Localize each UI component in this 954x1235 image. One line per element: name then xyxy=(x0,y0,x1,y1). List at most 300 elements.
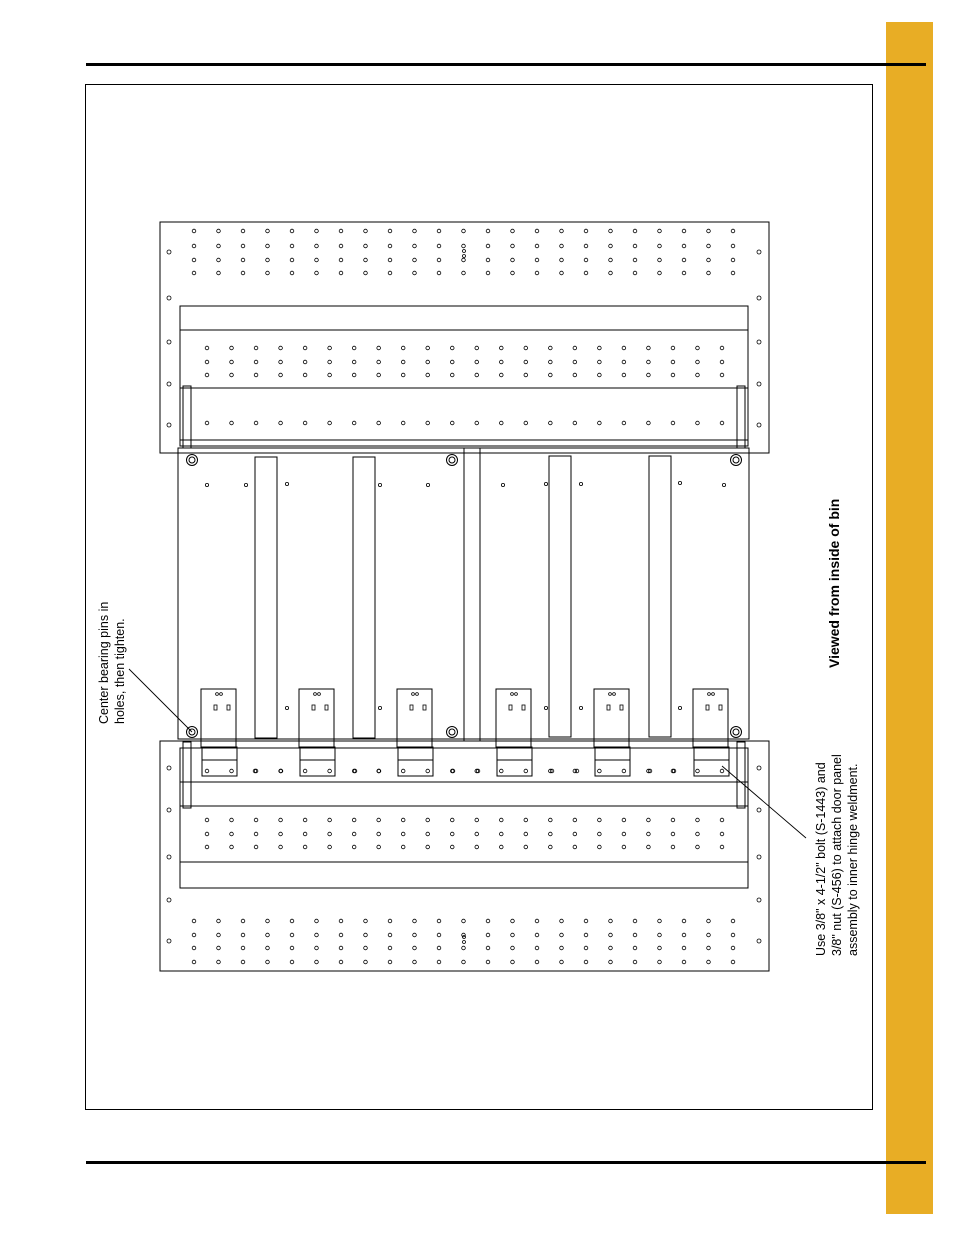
bolt-hole xyxy=(241,919,245,923)
bolt-hole xyxy=(388,946,392,950)
bolt-hole xyxy=(647,373,651,377)
bolt-hole xyxy=(328,832,332,836)
bolt-hole xyxy=(339,258,343,262)
bolt-hole xyxy=(475,421,479,425)
leader-line-bolt xyxy=(722,766,806,838)
bolt-hole xyxy=(230,818,234,822)
bolt-hole xyxy=(682,258,686,262)
bolt-hole xyxy=(413,933,417,937)
bolt-slot xyxy=(214,705,217,710)
bolt-slot xyxy=(509,705,512,710)
door-stiffener xyxy=(255,457,277,738)
bolt-hole xyxy=(413,258,417,262)
bolt-slot xyxy=(719,705,722,710)
bolt-hole xyxy=(696,373,700,377)
edge-hole xyxy=(167,382,171,386)
lower-channel xyxy=(180,748,748,888)
bolt-hole xyxy=(205,421,209,425)
bolt-hole xyxy=(364,960,368,964)
bolt-hole xyxy=(241,244,245,248)
bolt-hole xyxy=(328,845,332,849)
bolt-hole xyxy=(722,483,725,486)
bolt-hole xyxy=(401,346,405,350)
bearing-pin xyxy=(733,457,739,463)
bolt-hole xyxy=(622,360,626,364)
bolt-hole xyxy=(339,229,343,233)
bolt-hole xyxy=(633,244,637,248)
bolt-hole xyxy=(352,818,356,822)
bolt-hole xyxy=(647,360,651,364)
bolt-hole xyxy=(450,845,454,849)
bolt-hole xyxy=(622,421,626,425)
bolt-hole xyxy=(707,258,711,262)
bolt-hole xyxy=(658,946,662,950)
bolt-hole xyxy=(378,706,381,709)
bolt-hole xyxy=(579,706,582,709)
bolt-hole xyxy=(647,832,651,836)
bolt-hole xyxy=(216,693,219,696)
bolt-hole xyxy=(549,360,553,364)
bolt-hole xyxy=(731,229,735,233)
bolt-slot xyxy=(423,705,426,710)
bolt-hole xyxy=(254,360,258,364)
bolt-hole xyxy=(230,346,234,350)
bolt-hole xyxy=(401,845,405,849)
bolt-hole xyxy=(584,271,588,275)
bolt-slot xyxy=(620,705,623,710)
bolt-hole xyxy=(708,693,711,696)
bolt-hole xyxy=(598,373,602,377)
bolt-hole xyxy=(279,421,283,425)
bolt-hole xyxy=(241,258,245,262)
bolt-hole xyxy=(401,373,405,377)
bolt-hole xyxy=(192,919,196,923)
bolt-hole xyxy=(535,229,539,233)
bolt-slot xyxy=(325,705,328,710)
bolt-hole xyxy=(707,960,711,964)
bolt-hole xyxy=(303,769,307,773)
bolt-hole xyxy=(388,271,392,275)
bearing-pin xyxy=(733,729,739,735)
bolt-hole xyxy=(720,360,724,364)
bolt-hole xyxy=(413,946,417,950)
bolt-hole xyxy=(388,919,392,923)
bolt-hole xyxy=(720,346,724,350)
bolt-hole xyxy=(633,946,637,950)
bolt-hole xyxy=(560,933,564,937)
bolt-hole xyxy=(426,845,430,849)
bolt-hole xyxy=(658,229,662,233)
bolt-hole xyxy=(499,421,503,425)
bolt-hole xyxy=(192,229,196,233)
bolt-hole xyxy=(413,960,417,964)
bolt-hole xyxy=(511,229,515,233)
bolt-hole xyxy=(658,960,662,964)
bolt-hole xyxy=(486,933,490,937)
bolt-hole xyxy=(658,919,662,923)
bolt-hole xyxy=(633,919,637,923)
bolt-hole xyxy=(437,258,441,262)
bolt-hole xyxy=(475,832,479,836)
bolt-hole xyxy=(205,845,209,849)
bolt-hole xyxy=(707,933,711,937)
edge-hole xyxy=(757,423,761,427)
bolt-hole xyxy=(549,832,553,836)
bolt-hole xyxy=(524,818,528,822)
view-orientation-note: Viewed from inside of bin xyxy=(826,498,842,668)
bolt-hole xyxy=(462,946,466,950)
bolt-hole xyxy=(352,360,356,364)
bearing-pin-ring xyxy=(187,455,198,466)
bolt-hole xyxy=(633,960,637,964)
bolt-hole xyxy=(731,919,735,923)
bolt-hole xyxy=(609,946,613,950)
bolt-hole xyxy=(254,845,258,849)
bolt-hole xyxy=(609,244,613,248)
bolt-slot xyxy=(312,705,315,710)
bolt-hole xyxy=(682,933,686,937)
bolt-hole xyxy=(266,258,270,262)
bolt-hole xyxy=(671,832,675,836)
bolt-hole xyxy=(339,271,343,275)
bolt-hole xyxy=(511,946,515,950)
bolt-hole xyxy=(303,818,307,822)
bolt-hole xyxy=(205,832,209,836)
bolt-hole xyxy=(426,818,430,822)
bolt-hole xyxy=(535,919,539,923)
bolt-hole xyxy=(388,244,392,248)
bolt-hole xyxy=(437,229,441,233)
bolt-hole xyxy=(658,271,662,275)
bolt-hole xyxy=(682,271,686,275)
bolt-hole xyxy=(192,960,196,964)
center-bearing-note: Center bearing pins in holes, then tighten. xyxy=(97,601,127,724)
bolt-hole xyxy=(696,769,700,773)
bolt-hole xyxy=(205,373,209,377)
bolt-hole xyxy=(598,360,602,364)
bolt-hole xyxy=(266,933,270,937)
bearing-pin-ring xyxy=(447,455,458,466)
bolt-hole xyxy=(609,693,612,696)
bolt-hole xyxy=(515,693,518,696)
bolt-hole xyxy=(584,258,588,262)
bolt-hole xyxy=(573,421,577,425)
edge-hole xyxy=(167,855,171,859)
bolt-hole xyxy=(266,946,270,950)
bolt-hole xyxy=(524,346,528,350)
bolt-hole xyxy=(315,946,319,950)
bolt-hole xyxy=(378,483,381,486)
bolt-hole xyxy=(241,271,245,275)
bolt-hole xyxy=(463,250,466,253)
edge-hole xyxy=(167,898,171,902)
bolt-hole xyxy=(315,271,319,275)
bolt-hole xyxy=(328,346,332,350)
bolt-hole xyxy=(475,818,479,822)
bolt-hole xyxy=(579,482,582,485)
bolt-hole xyxy=(462,258,466,262)
bolt-hole xyxy=(598,421,602,425)
bolt-hole xyxy=(462,933,466,937)
bolt-hole xyxy=(279,818,283,822)
bolt-hole xyxy=(437,933,441,937)
bolt-hole xyxy=(279,346,283,350)
bolt-hole xyxy=(450,346,454,350)
bolt-slot xyxy=(227,705,230,710)
bolt-hole xyxy=(388,933,392,937)
channel-end-cap xyxy=(183,386,191,448)
channel-end-cap xyxy=(737,386,745,448)
upper-sheet-panel xyxy=(160,222,769,453)
bolt-hole xyxy=(499,360,503,364)
bolt-hole xyxy=(303,845,307,849)
bolt-hole xyxy=(524,421,528,425)
bolt-hole xyxy=(230,832,234,836)
bolt-hole xyxy=(328,360,332,364)
bolt-hole xyxy=(707,946,711,950)
bolt-hole xyxy=(290,271,294,275)
bolt-hole xyxy=(217,919,221,923)
bolt-hole xyxy=(244,483,247,486)
bolt-hole xyxy=(426,483,429,486)
bolt-hole xyxy=(671,360,675,364)
bolt-hole xyxy=(535,258,539,262)
bolt-hole xyxy=(364,933,368,937)
bolt-hole xyxy=(205,346,209,350)
bolt-hole xyxy=(511,933,515,937)
center-seam-strip xyxy=(464,448,480,741)
bolt-hole xyxy=(609,919,613,923)
bolt-hole xyxy=(328,373,332,377)
bolt-hole xyxy=(475,346,479,350)
bolt-hole xyxy=(544,482,547,485)
bolt-hole xyxy=(266,244,270,248)
bolt-hole xyxy=(401,769,405,773)
bolt-hole xyxy=(352,373,356,377)
bolt-hole xyxy=(401,360,405,364)
bolt-hole xyxy=(609,271,613,275)
bolt-hole xyxy=(254,373,258,377)
bolt-hole xyxy=(486,271,490,275)
edge-hole xyxy=(757,808,761,812)
bolt-hole xyxy=(266,229,270,233)
bolt-hole xyxy=(388,258,392,262)
bolt-hole xyxy=(401,832,405,836)
bolt-hole xyxy=(230,845,234,849)
bolt-hole xyxy=(622,832,626,836)
bolt-hole xyxy=(290,946,294,950)
edge-hole xyxy=(757,296,761,300)
hinge-plate xyxy=(299,689,334,747)
bolt-hole xyxy=(412,693,415,696)
bolt-hole xyxy=(285,482,288,485)
bolt-hole xyxy=(696,832,700,836)
bolt-hole xyxy=(633,258,637,262)
bolt-hole xyxy=(377,818,381,822)
bolt-hole xyxy=(339,244,343,248)
bolt-hole xyxy=(524,845,528,849)
bolt-hole xyxy=(647,818,651,822)
bolt-hole xyxy=(499,769,503,773)
hinge-block xyxy=(398,747,433,776)
bolt-hole xyxy=(192,258,196,262)
bolt-hole xyxy=(450,373,454,377)
edge-hole xyxy=(167,939,171,943)
bolt-hole xyxy=(290,960,294,964)
bolt-hole xyxy=(315,229,319,233)
bolt-hole xyxy=(622,769,626,773)
bolt-hole xyxy=(475,360,479,364)
bolt-hole xyxy=(315,258,319,262)
bolt-hole xyxy=(217,258,221,262)
edge-hole xyxy=(757,855,761,859)
bolt-hole xyxy=(535,960,539,964)
hinge-block xyxy=(595,747,630,776)
bolt-hole xyxy=(285,706,288,709)
bolt-hole xyxy=(598,845,602,849)
bolt-hole xyxy=(328,818,332,822)
bolt-hole xyxy=(524,769,528,773)
bolt-hole xyxy=(217,229,221,233)
bolt-hole xyxy=(426,769,430,773)
bolt-hole xyxy=(303,346,307,350)
bolt-hole xyxy=(364,258,368,262)
bolt-hole xyxy=(682,919,686,923)
bolt-hole xyxy=(573,373,577,377)
hinge-plate xyxy=(201,689,236,747)
bolt-hole xyxy=(560,946,564,950)
bolt-hole xyxy=(647,346,651,350)
bolt-hole xyxy=(279,832,283,836)
bolt-hole xyxy=(549,421,553,425)
bolt-hole xyxy=(486,919,490,923)
bolt-hole xyxy=(254,818,258,822)
bolt-hole xyxy=(584,244,588,248)
bolt-hole xyxy=(426,421,430,425)
edge-hole xyxy=(757,340,761,344)
bolt-hole xyxy=(192,946,196,950)
bolt-hole xyxy=(364,919,368,923)
bolt-hole xyxy=(339,946,343,950)
edge-hole xyxy=(167,340,171,344)
bearing-pin-ring xyxy=(731,455,742,466)
bolt-hole xyxy=(696,360,700,364)
bolt-hole xyxy=(731,244,735,248)
bolt-hole xyxy=(205,483,208,486)
bolt-hole xyxy=(352,346,356,350)
bolt-hole xyxy=(731,946,735,950)
bolt-hole xyxy=(290,244,294,248)
hinge-plate xyxy=(397,689,432,747)
bolt-hole xyxy=(731,933,735,937)
bolt-instruction-note: Use 3/8" x 4-1/2" bolt (S-1443) and 3/8" nut (S-456) to attach door panel assembly to inner hinge weldment. xyxy=(814,754,860,956)
bolt-hole xyxy=(678,481,681,484)
bolt-hole xyxy=(192,244,196,248)
bolt-hole xyxy=(217,244,221,248)
bolt-hole xyxy=(266,919,270,923)
bolt-hole xyxy=(696,845,700,849)
bolt-hole xyxy=(524,832,528,836)
bolt-hole xyxy=(584,946,588,950)
bolt-hole xyxy=(437,960,441,964)
bolt-hole xyxy=(511,244,515,248)
bolt-hole xyxy=(647,421,651,425)
bolt-hole xyxy=(671,373,675,377)
bolt-hole xyxy=(339,933,343,937)
bolt-hole xyxy=(499,818,503,822)
bolt-hole xyxy=(388,960,392,964)
bolt-hole xyxy=(560,919,564,923)
bolt-hole xyxy=(437,271,441,275)
bolt-hole xyxy=(671,845,675,849)
bolt-hole xyxy=(377,346,381,350)
bolt-hole xyxy=(598,832,602,836)
bolt-hole xyxy=(560,271,564,275)
bolt-hole xyxy=(658,258,662,262)
bolt-hole xyxy=(462,919,466,923)
bolt-hole xyxy=(413,244,417,248)
bolt-hole xyxy=(486,946,490,950)
hinge-block xyxy=(300,747,335,776)
bolt-hole xyxy=(318,693,321,696)
bolt-hole xyxy=(377,832,381,836)
bolt-hole xyxy=(426,346,430,350)
bolt-hole xyxy=(437,946,441,950)
bolt-hole xyxy=(671,421,675,425)
bolt-hole xyxy=(426,360,430,364)
bolt-hole xyxy=(290,933,294,937)
bolt-hole xyxy=(720,818,724,822)
edge-hole xyxy=(757,250,761,254)
bolt-hole xyxy=(416,693,419,696)
bolt-hole xyxy=(241,229,245,233)
bolt-hole xyxy=(573,360,577,364)
bolt-hole xyxy=(315,244,319,248)
bolt-hole xyxy=(279,373,283,377)
bolt-hole xyxy=(707,229,711,233)
bolt-hole xyxy=(707,244,711,248)
bolt-hole xyxy=(696,346,700,350)
bolt-hole xyxy=(535,933,539,937)
bolt-hole xyxy=(584,960,588,964)
bolt-slot xyxy=(522,705,525,710)
bolt-slot xyxy=(706,705,709,710)
bolt-hole xyxy=(217,946,221,950)
edge-hole xyxy=(167,766,171,770)
bolt-hole xyxy=(633,933,637,937)
edge-hole xyxy=(757,939,761,943)
bolt-hole xyxy=(584,229,588,233)
bolt-hole xyxy=(254,346,258,350)
bolt-hole xyxy=(217,271,221,275)
bolt-hole xyxy=(549,818,553,822)
bolt-slot xyxy=(607,705,610,710)
bolt-hole xyxy=(279,360,283,364)
bolt-hole xyxy=(192,271,196,275)
bolt-hole xyxy=(622,818,626,822)
bolt-hole xyxy=(535,271,539,275)
bolt-hole xyxy=(613,693,616,696)
channel-end-cap xyxy=(183,742,191,808)
hinge-plate xyxy=(496,689,531,747)
bolt-hole xyxy=(712,693,715,696)
bolt-hole xyxy=(266,271,270,275)
bolt-hole xyxy=(205,360,209,364)
bolt-hole xyxy=(524,373,528,377)
bolt-hole xyxy=(609,960,613,964)
bolt-hole xyxy=(633,229,637,233)
bearing-pin xyxy=(449,457,455,463)
